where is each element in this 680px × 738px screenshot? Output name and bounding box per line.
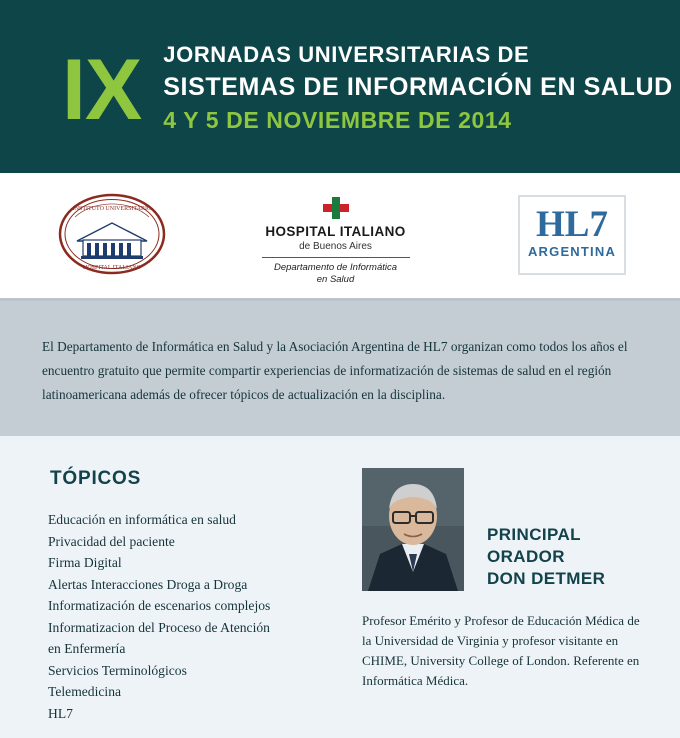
list-item: Servicios Terminológicos	[48, 662, 187, 678]
list-item: Telemedicina	[48, 684, 122, 699]
main-section	[0, 436, 680, 738]
portrait-photo-icon	[362, 468, 464, 591]
speaker-bio: Profesor Emérito y Profesor de Educación Médica de la Universidad de Virginia y profesor visitante en CHIME, University College of London. Referente en Informática Médica.	[362, 613, 640, 688]
instituto-universitario-logo	[57, 193, 167, 275]
edition-number: IX	[62, 41, 142, 138]
list-item: Informatizacion del Proceso de Atención	[48, 619, 270, 635]
hospital-italiano-title: HOSPITAL ITALIANO	[265, 224, 406, 239]
list-item: Privacidad del paciente	[48, 533, 175, 549]
topics-list	[48, 509, 270, 724]
intro-section	[0, 301, 680, 436]
speaker-role-line-2: ORADOR	[487, 547, 565, 566]
header-title-block	[163, 40, 673, 137]
intro-text: El Departamento de Informática en Salud y la Asociación Argentina de HL7 organizan como todos los años el encuentro gratuito que permite compartir experiencias de informatización de sistemas de salud en el región latinoamericana además de ofrecer tópicos de actualización en la disciplina.	[42, 339, 628, 402]
header-line-2: SISTEMAS DE INFORMACIÓN EN SALUD	[163, 73, 673, 101]
instituto-universitario-seal-icon	[57, 193, 167, 275]
list-item: en Enfermería	[48, 641, 126, 656]
speaker-name: DON DETMER	[487, 569, 606, 588]
list-item: Informatización de escenarios complejos	[48, 598, 271, 613]
hl7-argentina-logo	[518, 195, 626, 275]
hl7-mark: HL7	[536, 204, 608, 245]
hospital-italiano-subtitle: de Buenos Aires	[299, 241, 372, 252]
header-line-3-dates: 4 Y 5 DE NOVIEMBRE DE 2014	[163, 107, 512, 133]
speaker-role-line-1: PRINCIPAL	[487, 525, 581, 544]
header-line-1: JORNADAS UNIVERSITARIAS DE	[163, 42, 530, 67]
italian-cross-icon	[323, 197, 349, 219]
logos-band	[0, 173, 680, 301]
logo-divider	[262, 257, 410, 258]
list-item: Firma Digital	[48, 555, 122, 570]
hl7-country-label: ARGENTINA	[527, 244, 617, 259]
svg-text:HOSPITAL ITALIANO: HOSPITAL ITALIANO	[83, 265, 141, 271]
speaker-role-and-name	[487, 524, 605, 590]
list-item: HL7	[48, 705, 73, 721]
hospital-italiano-logo	[258, 197, 413, 286]
topics-heading: TÓPICOS	[50, 468, 142, 489]
list-item: Alertas Interacciones Droga a Droga	[48, 576, 248, 592]
list-item: Educación en informática en salud	[48, 512, 236, 527]
poster-header	[0, 0, 680, 173]
speaker-portrait	[362, 468, 464, 591]
department-line-2: en Salud	[316, 274, 355, 285]
department-line-1: Departamento de Informática	[273, 262, 398, 273]
svg-text:INSTITUTO UNIVERSITARIO: INSTITUTO UNIVERSITARIO	[72, 206, 152, 212]
